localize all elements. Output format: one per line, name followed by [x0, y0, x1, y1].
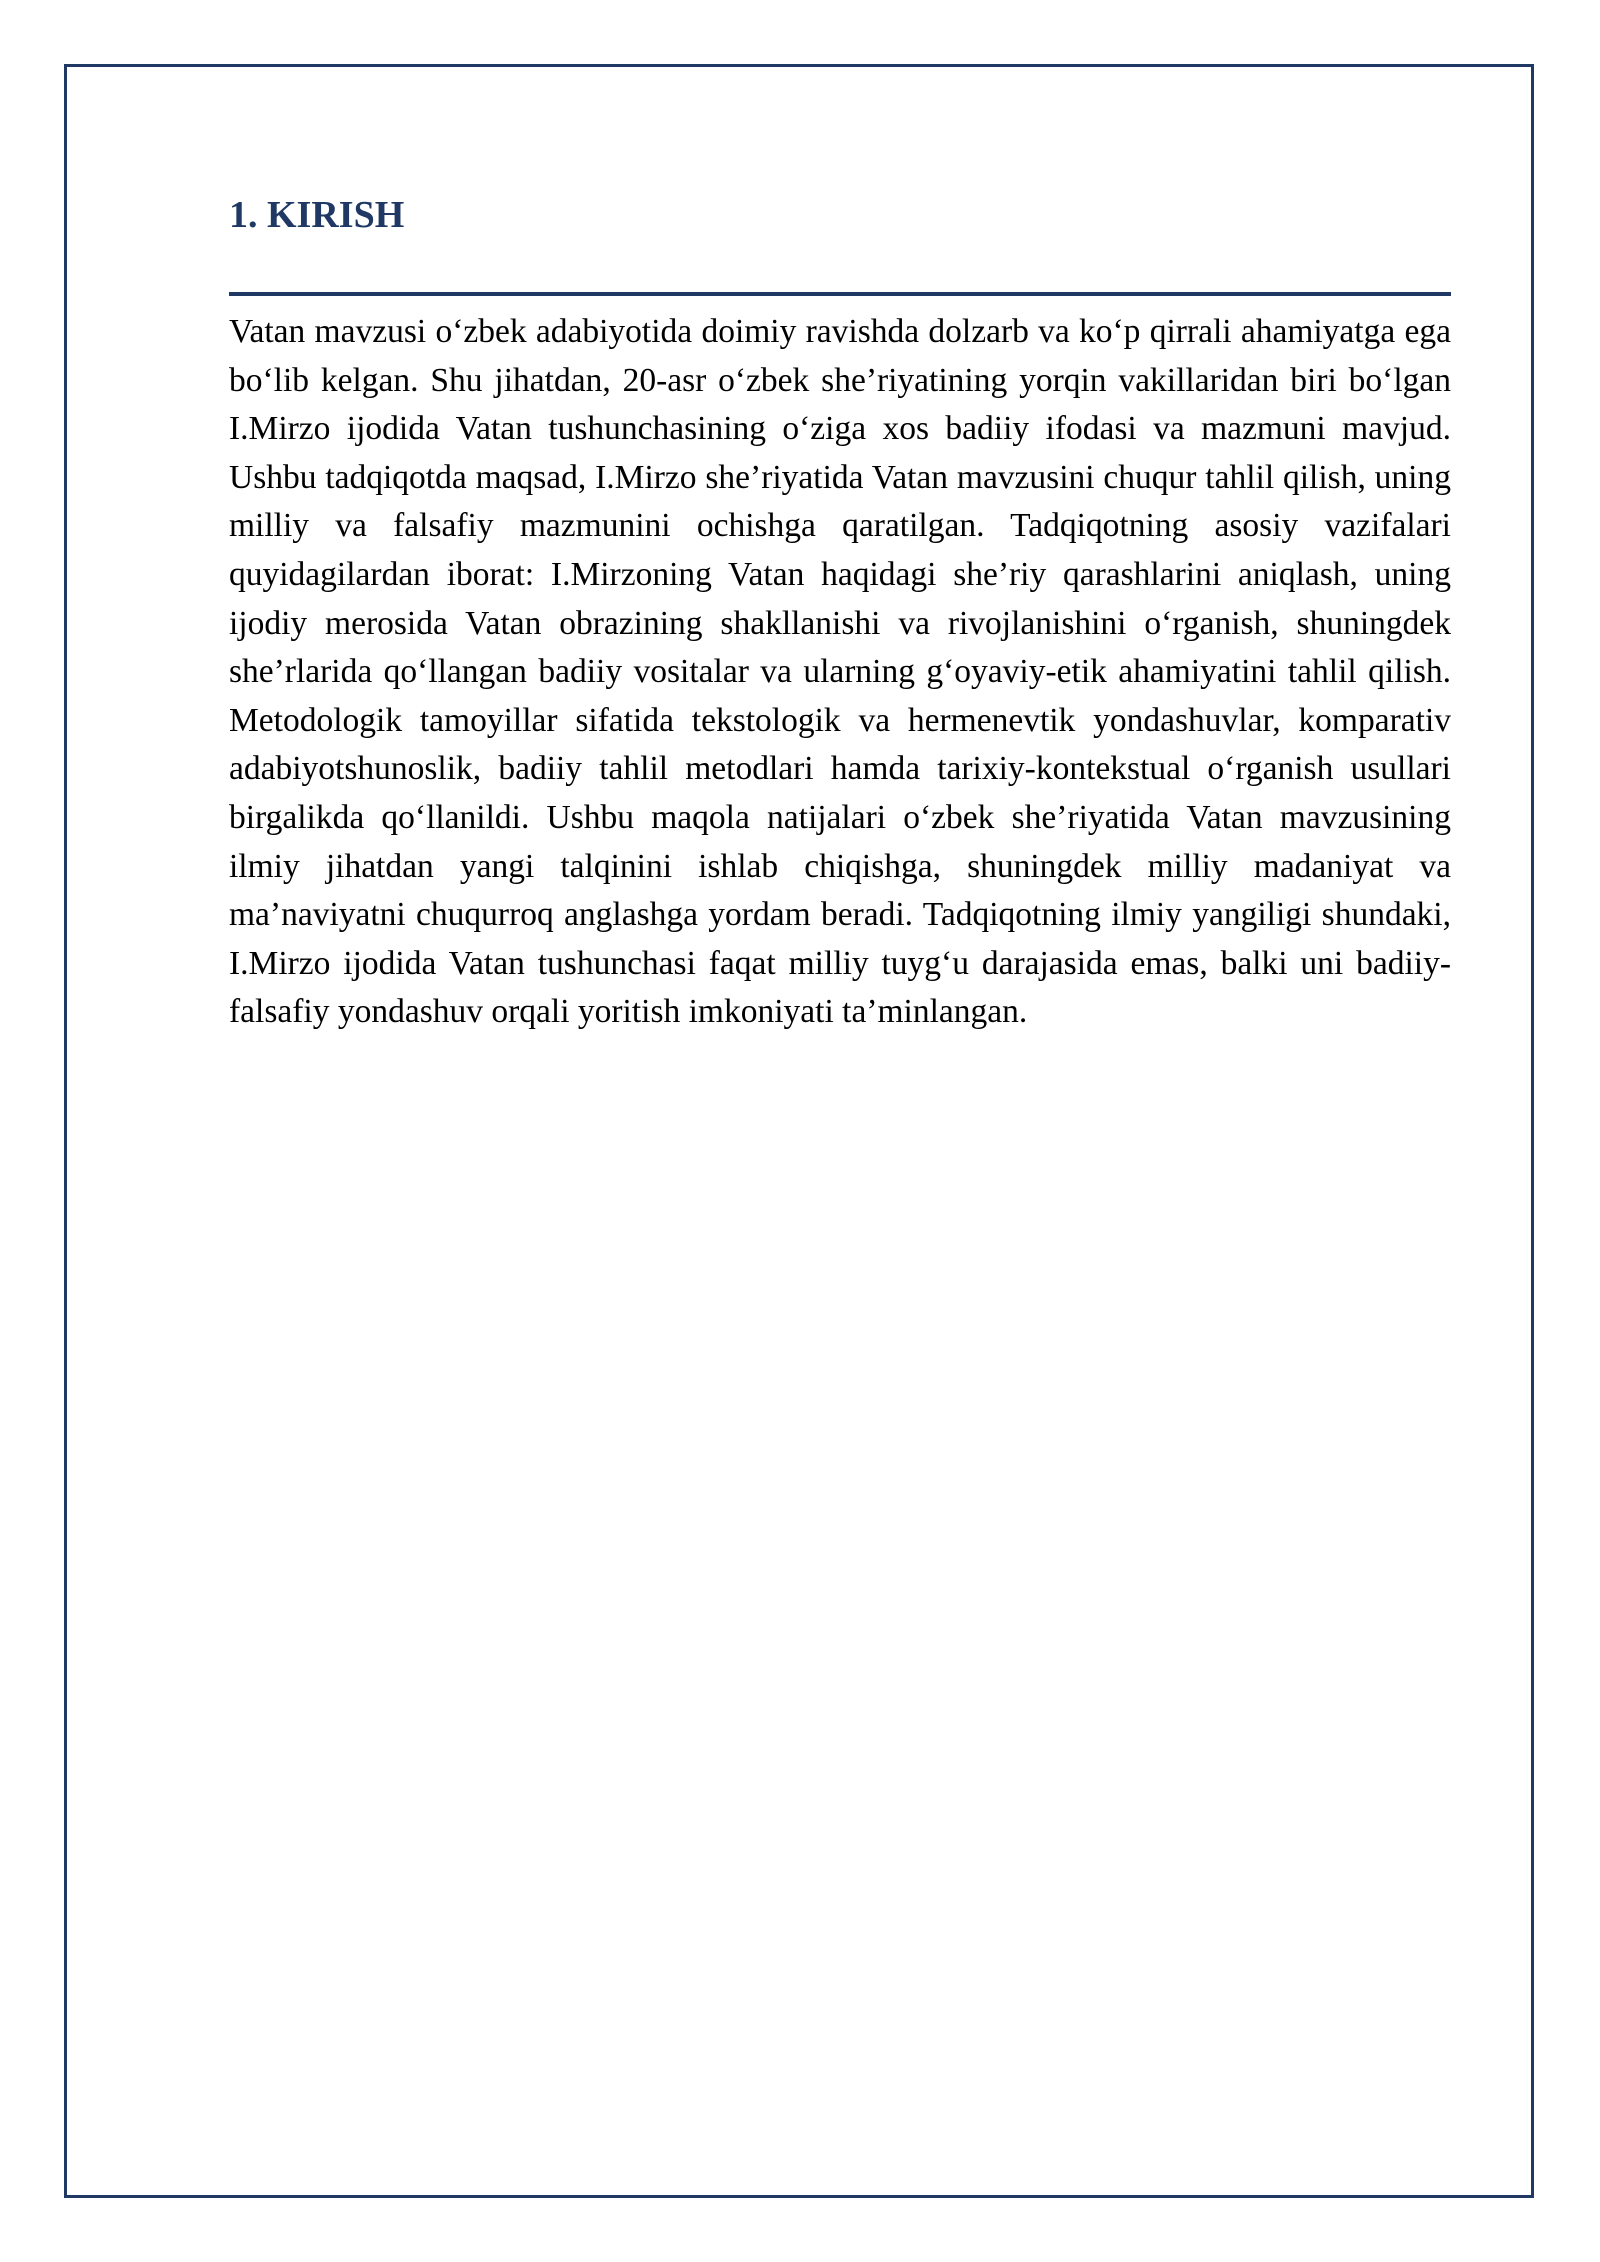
body-paragraph: Vatan mavzusi o‘zbek adabiyotida doimiy ravishda dolzarb va ko‘p qirrali ahamiyatga ega bo‘lib kelgan. Shu jihatdan, 20-asr o‘zbek she’riyatining yorqin vakillaridan biri bo‘lgan I.Mirzo ijodida Vatan tushunchasining o‘ziga xos badiiy ifodasi va mazmuni mavjud. Ushbu tadqiqotda maqsad, I.Mirzo she’riyatida Vatan mavzusini chuqur tahlil qilish, uning milliy va falsafiy mazmunini ochishga qaratilgan. Tadqiqotning asosiy vazifalari quyidagilardan iborat: I.Mirzoning Vatan haqidagi she’riy qarashlarini aniqlash, uning ijodiy merosida Vatan obrazining shakllanishi va rivojlanishini o‘rganish, shuningdek she’rlarida qo‘llangan badiiy vositalar va ularning g‘oyaviy-etik ahamiyatini tahlil qilish. Metodologik tamoyillar sifatida tekstologik va hermenevtik yondashuvlar, komparativ adabiyotshunoslik, badiiy tahlil metodlari hamda tarixiy-kontekstual o‘rganish usullari birgalikda qo‘llanildi. Ushbu maqola natijalari o‘zbek she’riyatida Vatan mavzusining ilmiy jihatdan yangi talqinini ishlab chiqishga, shuningdek milliy madaniyat va ma’naviyatni chuqurroq anglashga yordam beradi. Tadqiqotning ilmiy yangiligi shundaki, I.Mirzo ijodida Vatan tushunchasi faqat milliy tuyg‘u darajasida emas, balki uni badiiy-falsafiy yondashuv orqali yoritish imkoniyati ta’minlangan.	[229, 313, 1451, 1031]
heading-divider	[229, 292, 1451, 296]
section-heading: 1. KIRISH	[229, 194, 405, 236]
page-content	[229, 188, 1451, 1037]
